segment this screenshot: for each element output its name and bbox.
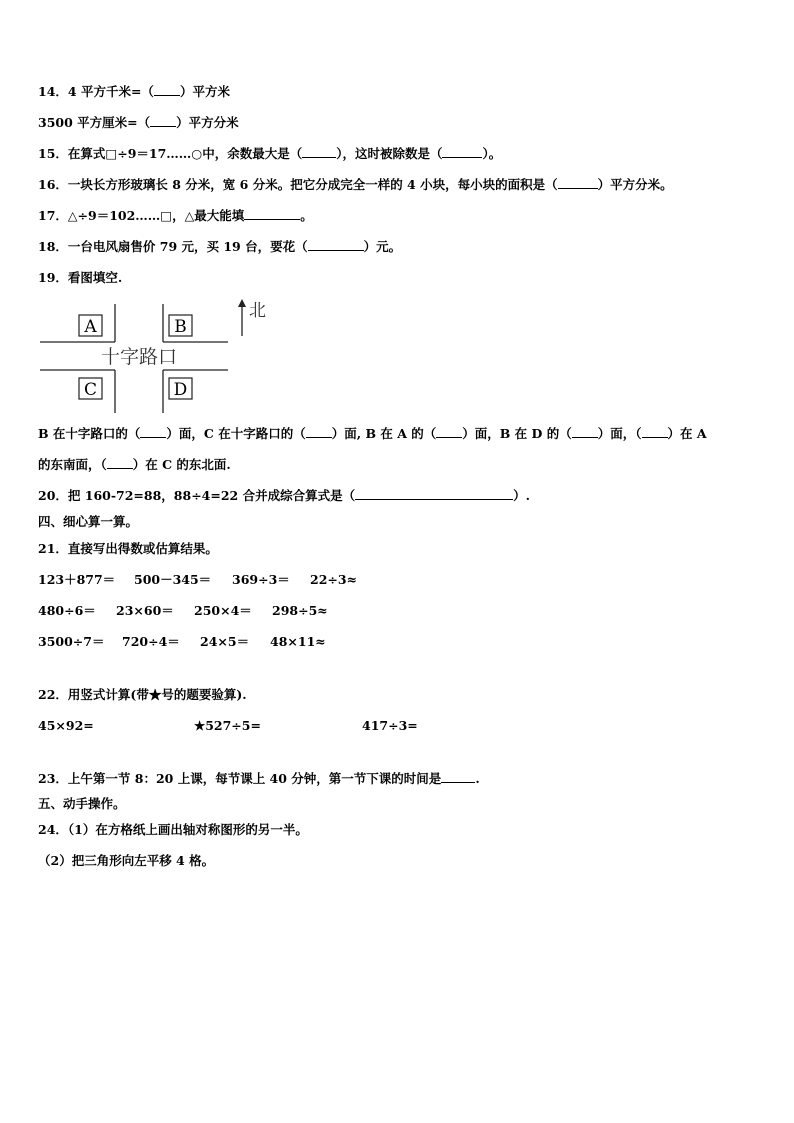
q24-part1: （1）在方格纸上画出轴对称图形的另一半。 [67, 822, 308, 837]
q18-text: ）元。 [363, 239, 402, 254]
q23-number: 23． [38, 771, 68, 786]
q22-items [38, 718, 418, 734]
q15-text: 在算式□÷9＝17……○中，余数最大是（ [67, 146, 303, 161]
q19-text: B 在十字路口的（ [38, 426, 141, 441]
q16-number: 16． [38, 177, 68, 192]
q22-number: 22． [38, 687, 68, 702]
box-a-label: A [84, 317, 97, 337]
q14-number: 14． [38, 84, 68, 99]
answer-blank[interactable] [244, 208, 300, 220]
q19-title-line [38, 270, 122, 286]
q14-line-a [38, 84, 230, 100]
q16-text: 一块长方形玻璃长 8 分米，宽 6 分米。把它分成完全一样的 4 小块，每小块的面积是（ [67, 177, 558, 192]
calc-item: 500－345＝ [134, 572, 212, 587]
q24-part2: （2）把三角形向左平移 4 格。 [38, 853, 215, 868]
calc-item: 24×5＝ [200, 634, 250, 649]
q19-text: ）面，C 在十字路口的（ [166, 426, 306, 441]
q19-text: ）在 C 的东北面. [132, 457, 231, 472]
north-label: 北 [249, 301, 266, 321]
crossroad-label: 十字路口 [100, 346, 178, 368]
calc-item: 23×60＝ [116, 603, 174, 618]
q23-text: 上午第一节 8：20 上课，每节课上 40 分钟，第一节下课的时间是 [67, 771, 442, 786]
q20-number: 20． [38, 488, 68, 503]
calc-item: 298÷5≈ [272, 603, 328, 618]
calc-item: 45×92= [38, 718, 94, 733]
calc-item: 417÷3= [362, 718, 418, 733]
calc-item: 720÷4＝ [122, 634, 180, 649]
calc-item: 123＋877＝ [38, 572, 116, 587]
answer-blank[interactable] [302, 146, 336, 158]
answer-blank[interactable] [572, 426, 598, 438]
q16-text: ）平方分米。 [597, 177, 673, 192]
q21-row-1 [38, 572, 357, 588]
box-c-label: C [83, 380, 98, 400]
q14-a-unit: ）平方米 [179, 84, 230, 99]
q24-line-1 [38, 822, 308, 838]
q21-number: 21． [38, 541, 68, 556]
q19-answer-line-2 [38, 457, 231, 473]
answer-blank[interactable] [107, 457, 133, 469]
q21-row-2 [38, 603, 328, 619]
q15-number: 15． [38, 146, 68, 161]
answer-blank[interactable] [441, 771, 475, 783]
q23-text: . [475, 771, 480, 786]
answer-blank[interactable] [558, 177, 598, 189]
q19-text: ）面, B 在 A 的（ [331, 426, 437, 441]
section-heading: 四、细心算一算。 [38, 514, 139, 529]
calc-item: ★527÷5= [194, 718, 261, 733]
answer-blank[interactable] [308, 239, 364, 251]
q21-title-line [38, 541, 218, 557]
answer-blank[interactable] [355, 488, 513, 500]
q18-number: 18． [38, 239, 68, 254]
calc-item: 3500÷7＝ [38, 634, 105, 649]
north-arrow-head-icon [238, 299, 246, 307]
q19-text: 的东南面，（ [38, 457, 107, 472]
q17-line [38, 208, 313, 224]
answer-blank[interactable] [306, 426, 332, 438]
answer-blank[interactable] [140, 426, 166, 438]
q18-line [38, 239, 401, 255]
answer-blank[interactable] [442, 146, 482, 158]
q17-text: 。 [300, 208, 313, 223]
q14-b-text: 3500 平方厘米=（ [38, 115, 151, 130]
q20-text: 把 160-72=88，88÷4=22 合并成综合算式是（ [67, 488, 356, 503]
q15-text: ）。 [482, 146, 502, 161]
answer-blank[interactable] [150, 115, 176, 127]
q19-text: ）面，B 在 D 的（ [462, 426, 572, 441]
q14-a-text: 4 平方千米=（ [67, 84, 154, 99]
q23-line [38, 771, 480, 787]
q21-row-3 [38, 634, 326, 650]
calc-item: 480÷6＝ [38, 603, 96, 618]
q14-b-unit: ）平方分米 [176, 115, 239, 130]
q19-title: 看图填空. [67, 270, 123, 285]
calc-item: 369÷3＝ [232, 572, 290, 587]
q17-text: △÷9＝102……□，△最大能填 [67, 208, 245, 223]
q15-text: ），这时被除数是（ [336, 146, 443, 161]
answer-blank[interactable] [436, 426, 462, 438]
q19-text: ）面，（ [597, 426, 642, 441]
q15-line [38, 146, 501, 162]
box-b-label: B [174, 317, 187, 337]
q24-line-2 [38, 853, 214, 869]
q19-answer-line-1 [38, 426, 707, 442]
q14-line-b [38, 115, 239, 131]
q22-title: 用竖式计算(带★号的题要验算). [67, 687, 247, 702]
calc-item: 250×4＝ [194, 603, 252, 618]
calc-item: 48×11≈ [270, 634, 326, 649]
q20-line [38, 488, 530, 504]
answer-blank[interactable] [642, 426, 668, 438]
box-d-label: D [173, 380, 188, 400]
q22-title-line [38, 687, 247, 703]
q19-text: ）在 A [667, 426, 707, 441]
q16-line [38, 177, 673, 193]
calc-item: 22÷3≈ [310, 572, 358, 587]
q24-number: 24． [38, 822, 68, 837]
q20-text: ）. [513, 488, 530, 503]
q17-number: 17． [38, 208, 68, 223]
q18-text: 一台电风扇售价 79 元，买 19 台，要花（ [67, 239, 308, 254]
q19-number: 19． [38, 270, 68, 285]
crossroad-diagram [40, 296, 280, 416]
answer-blank[interactable] [154, 84, 180, 96]
q21-title: 直接写出得数或估算结果。 [67, 541, 218, 556]
section-heading: 五、动手操作。 [38, 796, 126, 811]
